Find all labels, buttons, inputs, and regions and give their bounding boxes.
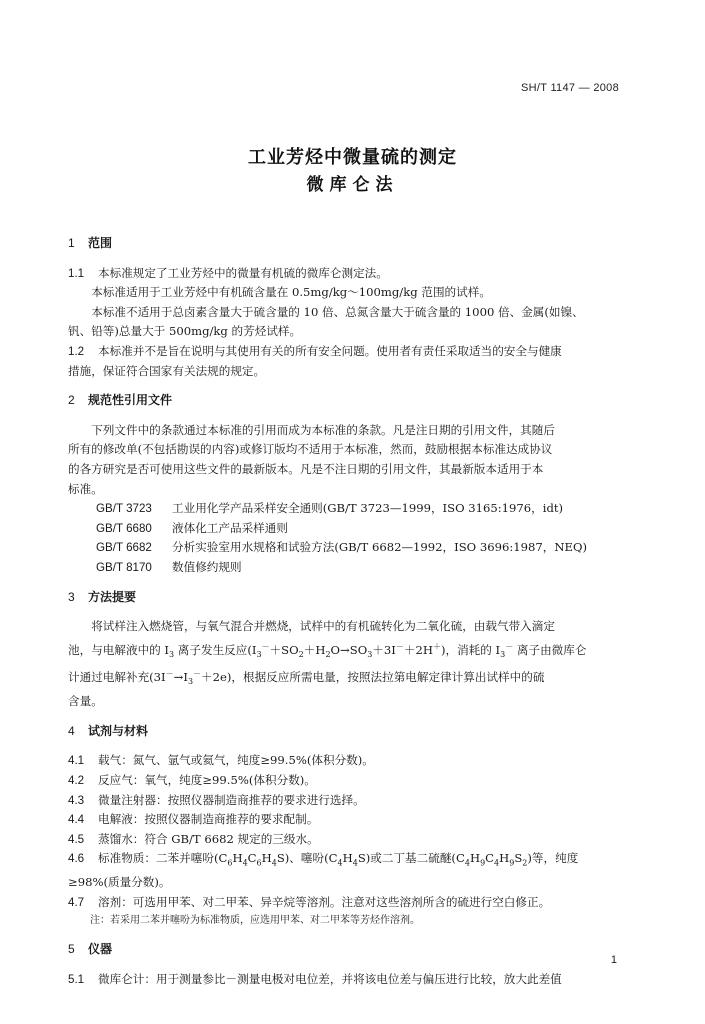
page-number: 1: [610, 954, 617, 966]
clause-4-6: 4.6 标准物质：二苯并噻吩$(C_6H_4C_6H_4S)$、噻吩$(C_4H_4S)$或二丁基二硫醚$(C_4H_9C_4H_9S_2)$等，纯度: [68, 851, 579, 868]
clause-5-1: 5.1 微库仑计：用于测量参比－测量电极对电位差，并将该电位差与偏压进行比较，放大此差值: [68, 972, 562, 987]
clause-4-7: 4.7 溶剂：可选用甲苯、对二甲苯、异辛烷等溶剂。注意对这些溶剂所含的硫进行空白修正。: [68, 894, 551, 909]
paragraph: 本标准适用于工业芳烃中有机硫含量在 0.5mg/kg～100mg/kg 范围的试样。: [91, 285, 491, 300]
paragraph-continuation: 含量。: [68, 694, 103, 709]
document-subtitle: 微库仑法: [306, 175, 399, 195]
clause-1-1: 1.1 本标准规定了工业芳烃中的微量有机硫的微库仑测定法。: [68, 265, 388, 280]
paragraph-continuation: 钒、铅等)总量大于 500mg/kg 的芳烃试样。: [68, 324, 302, 339]
clause-4-2: 4.2 反应气：氧气，纯度≥99.5%(体积分数)。: [68, 773, 316, 787]
document-body: [68, 234, 628, 990]
clause-4-3: 4.3 微量注射器：按照仪器制造商推荐的要求进行选择。: [68, 792, 365, 807]
paragraph: 本标准不适用于总卤素含量大于硫含量的 10 倍、总氮含量大于硫含量的 1000 倍、金属(如镍、: [91, 304, 584, 319]
reference-item: GB/T 8170 数值修约规则: [96, 559, 242, 574]
paragraph-continuation: 措施，保证符合国家有关法规的规定。: [68, 363, 266, 378]
reaction-line: 池，与电解液中的 $I_3$ 离子发生反应$(I_3^-+SO_2+H_2O\to SO_3+3I^-+2H^+)$，消耗的 $I_3^-$ 离子由微库仑: [68, 641, 587, 659]
paragraph: 下列文件中的条款通过本标准的引用而成为本标准的条款。凡是注日期的引用文件，其随后: [91, 422, 555, 437]
reference-item: GB/T 6682 分析实验室用水规格和试验方法(GB/T 6682—1992，ISO 3696:1987，NEQ): [96, 540, 587, 555]
paragraph-continuation: 所有的修改单(不包括勘误的内容)或修订版均不适用于本标准，然而，鼓励根据本标准达成协议: [68, 442, 553, 457]
clause-4-4: 4.4 电解液：按照仪器制造商推荐的要求配制。: [68, 812, 319, 827]
document-title: 工业芳烃中微量硫的测定: [248, 147, 457, 168]
paragraph-continuation: ≥98%(质量分数)。: [68, 875, 171, 890]
paragraph: 将试样注入燃烧管，与氧气混合并燃烧，试样中的有机硫转化为二氧化硫，由载气带入滴定: [91, 619, 555, 634]
note: 注：若采用二苯并噻吩为标准物质，应选用甲苯、对二甲苯等芳烃作溶剂。: [90, 915, 420, 927]
clause-1-2: 1.2 本标准并不是旨在说明与其使用有关的所有安全问题。使用者有责任采取适当的安全与健康: [68, 343, 562, 358]
standard-number: SH/T 1147 — 2008: [521, 82, 619, 94]
reference-item: GB/T 6680 液体化工产品采样通则: [96, 520, 288, 535]
section-heading-2: 2 规范性引用文件: [68, 393, 173, 408]
paragraph-continuation: 标准。: [68, 481, 103, 496]
paragraph-continuation: 的各方研究是否可使用这些文件的最新版本。凡是不注日期的引用文件，其最新版本适用于本: [68, 461, 544, 476]
reference-item: GB/T 3723 工业用化学产品采样安全通则(GB/T 3723—1999，ISO 3165:1976，idt): [96, 501, 564, 516]
section-heading-4: 4 试剂与材料: [68, 723, 149, 738]
section-heading-3: 3 方法提要: [68, 589, 137, 604]
clause-4-1: 4.1 载气：氮气、氩气或氦气，纯度≥99.5%(体积分数)。: [68, 753, 374, 768]
section-heading-5: 5 仪器: [68, 942, 113, 957]
reaction-line: 计通过电解补充$(3I^-\to I_3^-+2e)$，根据反应所需电量，按照法拉第电解定律计算出试样中的硫: [68, 669, 545, 687]
section-heading-1: 1 范围: [68, 236, 113, 250]
clause-4-5: 4.5 蒸馏水：符合 GB/T 6682 规定的三级水。: [68, 831, 319, 846]
